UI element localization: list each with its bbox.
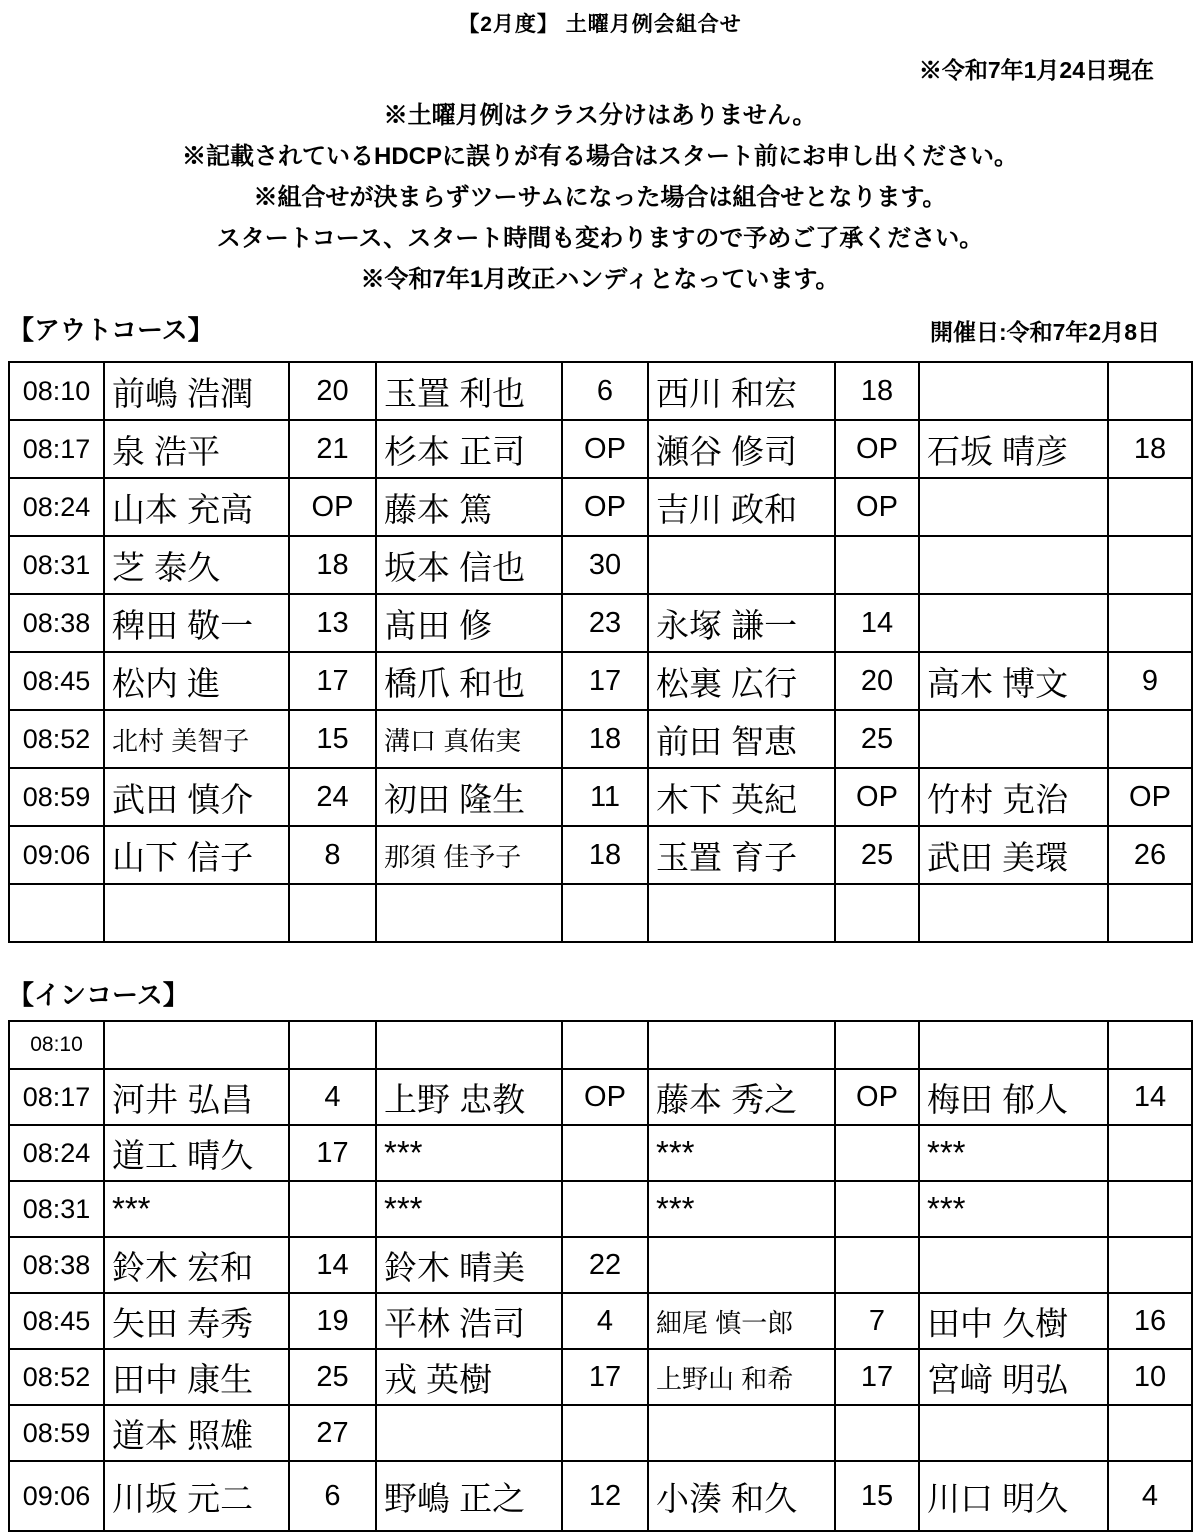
- hdcp-cell: 4: [1108, 1461, 1192, 1531]
- hdcp-cell: 17: [289, 1125, 376, 1181]
- pairing-row: [9, 652, 1192, 710]
- tee-time-cell: [9, 884, 104, 942]
- player-name-cell: [648, 1021, 835, 1069]
- tee-time-cell: 08:10: [9, 362, 104, 420]
- hdcp-cell: 4: [562, 1293, 648, 1349]
- player-name-cell: 西川 和宏: [648, 362, 835, 420]
- hdcp-cell: 14: [1108, 1069, 1192, 1125]
- hdcp-cell: 18: [562, 710, 648, 768]
- hdcp-cell: 18: [289, 536, 376, 594]
- pairing-row: [9, 362, 1192, 420]
- player-name-cell: ***: [376, 1181, 562, 1237]
- player-name-cell: 北村 美智子: [104, 710, 289, 768]
- player-name-cell: 竹村 克治: [919, 768, 1108, 826]
- hdcp-cell: 11: [562, 768, 648, 826]
- hdcp-cell: 13: [289, 594, 376, 652]
- hdcp-cell: [1108, 594, 1192, 652]
- player-name-cell: 松裏 広行: [648, 652, 835, 710]
- player-name-cell: ***: [919, 1125, 1108, 1181]
- player-name-cell: 橋爪 和也: [376, 652, 562, 710]
- player-name-cell: [648, 884, 835, 942]
- hdcp-cell: OP: [835, 420, 919, 478]
- player-name-cell: [919, 1021, 1108, 1069]
- player-name-cell: 溝口 真佑実: [376, 710, 562, 768]
- player-name-cell: [919, 884, 1108, 942]
- player-name-cell: 小湊 和久: [648, 1461, 835, 1531]
- tee-time-cell: 08:59: [9, 1405, 104, 1461]
- pairing-row: [9, 420, 1192, 478]
- hdcp-cell: [835, 1021, 919, 1069]
- hdcp-cell: 19: [289, 1293, 376, 1349]
- hdcp-cell: OP: [835, 768, 919, 826]
- hdcp-cell: 20: [835, 652, 919, 710]
- hdcp-cell: 25: [835, 710, 919, 768]
- player-name-cell: 鈴木 晴美: [376, 1237, 562, 1293]
- tee-time-cell: 08:45: [9, 1293, 104, 1349]
- player-name-cell: [919, 478, 1108, 536]
- hdcp-cell: 18: [562, 826, 648, 884]
- hdcp-cell: OP: [835, 478, 919, 536]
- hdcp-cell: OP: [562, 478, 648, 536]
- pairing-row: [9, 1461, 1192, 1531]
- hdcp-cell: [562, 1021, 648, 1069]
- hdcp-cell: 22: [562, 1237, 648, 1293]
- player-name-cell: 上野 忠教: [376, 1069, 562, 1125]
- hdcp-cell: 15: [835, 1461, 919, 1531]
- hdcp-cell: 12: [562, 1461, 648, 1531]
- player-name-cell: 瀬谷 修司: [648, 420, 835, 478]
- pairing-row: [9, 1293, 1192, 1349]
- tee-time-cell: 08:52: [9, 1349, 104, 1405]
- hdcp-cell: 17: [562, 652, 648, 710]
- pairing-row: [9, 1069, 1192, 1125]
- notice-line: ※組合せが決まらずツーサムになった場合は組合せとなります。: [253, 184, 947, 211]
- hdcp-cell: OP: [835, 1069, 919, 1125]
- tee-time-cell: 08:10: [9, 1021, 104, 1069]
- tee-time-cell: 08:31: [9, 1181, 104, 1237]
- hdcp-cell: [835, 1237, 919, 1293]
- notice-block: [0, 95, 1200, 300]
- pairing-row: [9, 1125, 1192, 1181]
- player-name-cell: ***: [919, 1181, 1108, 1237]
- player-name-cell: [104, 884, 289, 942]
- tee-time-cell: 08:38: [9, 594, 104, 652]
- player-name-cell: 高木 博文: [919, 652, 1108, 710]
- notice-line: ※土曜月例はクラス分けはありません。: [383, 102, 817, 129]
- hdcp-cell: [1108, 1125, 1192, 1181]
- pairing-row: [9, 536, 1192, 594]
- hdcp-cell: 30: [562, 536, 648, 594]
- pairing-row: [9, 478, 1192, 536]
- hdcp-cell: 25: [835, 826, 919, 884]
- out-course-table: [8, 361, 1193, 943]
- player-name-cell: 田中 久樹: [919, 1293, 1108, 1349]
- player-name-cell: 前嶋 浩潤: [104, 362, 289, 420]
- notice-line: スタートコース、スタート時間も変わりますので予めご了承ください。: [216, 225, 984, 252]
- hdcp-cell: 7: [835, 1293, 919, 1349]
- player-name-cell: [376, 1405, 562, 1461]
- notice-line: ※令和7年1月改正ハンディとなっています。: [360, 266, 840, 293]
- hdcp-cell: [562, 1125, 648, 1181]
- player-name-cell: 髙田 修: [376, 594, 562, 652]
- player-name-cell: 初田 隆生: [376, 768, 562, 826]
- hdcp-cell: 15: [289, 710, 376, 768]
- player-name-cell: [919, 1237, 1108, 1293]
- player-name-cell: 戎 英樹: [376, 1349, 562, 1405]
- player-name-cell: 山下 信子: [104, 826, 289, 884]
- hdcp-cell: [835, 884, 919, 942]
- player-name-cell: [919, 710, 1108, 768]
- tee-time-cell: 08:45: [9, 652, 104, 710]
- hdcp-cell: 17: [562, 1349, 648, 1405]
- player-name-cell: 吉川 政和: [648, 478, 835, 536]
- hdcp-cell: 25: [289, 1349, 376, 1405]
- pairing-row: [9, 594, 1192, 652]
- hdcp-cell: [289, 1021, 376, 1069]
- hdcp-cell: [1108, 362, 1192, 420]
- hdcp-cell: 16: [1108, 1293, 1192, 1349]
- in-course-table: [8, 1020, 1193, 1532]
- player-name-cell: 藤本 篤: [376, 478, 562, 536]
- player-name-cell: [919, 594, 1108, 652]
- hdcp-cell: 10: [1108, 1349, 1192, 1405]
- player-name-cell: 木下 英紀: [648, 768, 835, 826]
- tee-time-cell: 09:06: [9, 826, 104, 884]
- event-date: 開催日:令和7年2月8日: [929, 319, 1160, 345]
- tee-time-cell: 08:17: [9, 1069, 104, 1125]
- player-name-cell: 石坂 晴彦: [919, 420, 1108, 478]
- tee-time-cell: 09:06: [9, 1461, 104, 1531]
- hdcp-cell: [835, 536, 919, 594]
- player-name-cell: 矢田 寿秀: [104, 1293, 289, 1349]
- player-name-cell: 永塚 謙一: [648, 594, 835, 652]
- out-course-label: 【アウトコース】: [8, 315, 214, 345]
- player-name-cell: 梅田 郁人: [919, 1069, 1108, 1125]
- player-name-cell: [648, 536, 835, 594]
- player-name-cell: 那須 佳予子: [376, 826, 562, 884]
- hdcp-cell: 23: [562, 594, 648, 652]
- hdcp-cell: OP: [1108, 768, 1192, 826]
- hdcp-cell: [1108, 536, 1192, 594]
- hdcp-cell: [1108, 1181, 1192, 1237]
- hdcp-cell: [835, 1125, 919, 1181]
- player-name-cell: 杉本 正司: [376, 420, 562, 478]
- player-name-cell: 坂本 信也: [376, 536, 562, 594]
- player-name-cell: 道工 晴久: [104, 1125, 289, 1181]
- hdcp-cell: 17: [289, 652, 376, 710]
- hdcp-cell: OP: [562, 1069, 648, 1125]
- hdcp-cell: [289, 884, 376, 942]
- hdcp-cell: 24: [289, 768, 376, 826]
- tee-time-cell: 08:17: [9, 420, 104, 478]
- player-name-cell: 武田 慎介: [104, 768, 289, 826]
- hdcp-cell: [1108, 1405, 1192, 1461]
- hdcp-cell: [1108, 884, 1192, 942]
- pairing-row: [9, 768, 1192, 826]
- hdcp-cell: 18: [835, 362, 919, 420]
- out-course-header: [8, 310, 1160, 347]
- tee-time-cell: 08:52: [9, 710, 104, 768]
- hdcp-cell: OP: [562, 420, 648, 478]
- player-name-cell: [376, 884, 562, 942]
- pairing-row: [9, 884, 1192, 942]
- player-name-cell: [104, 1021, 289, 1069]
- player-name-cell: 川口 明久: [919, 1461, 1108, 1531]
- hdcp-cell: 17: [835, 1349, 919, 1405]
- player-name-cell: 武田 美環: [919, 826, 1108, 884]
- hdcp-cell: 8: [289, 826, 376, 884]
- player-name-cell: 野嶋 正之: [376, 1461, 562, 1531]
- hdcp-cell: 6: [562, 362, 648, 420]
- player-name-cell: ***: [648, 1125, 835, 1181]
- player-name-cell: ***: [648, 1181, 835, 1237]
- player-name-cell: [648, 1405, 835, 1461]
- hdcp-cell: 27: [289, 1405, 376, 1461]
- player-name-cell: 宮﨑 明弘: [919, 1349, 1108, 1405]
- hdcp-cell: [562, 1181, 648, 1237]
- player-name-cell: 玉置 利也: [376, 362, 562, 420]
- hdcp-cell: 26: [1108, 826, 1192, 884]
- hdcp-cell: [1108, 478, 1192, 536]
- in-course-label: 【インコース】: [8, 980, 189, 1010]
- hdcp-cell: 21: [289, 420, 376, 478]
- player-name-cell: 泉 浩平: [104, 420, 289, 478]
- player-name-cell: 細尾 慎一郎: [648, 1293, 835, 1349]
- pairing-row: [9, 710, 1192, 768]
- player-name-cell: 平林 浩司: [376, 1293, 562, 1349]
- hdcp-cell: [562, 884, 648, 942]
- hdcp-cell: [835, 1405, 919, 1461]
- pairing-row: [9, 1021, 1192, 1069]
- hdcp-cell: [562, 1405, 648, 1461]
- player-name-cell: [919, 536, 1108, 594]
- player-name-cell: 道本 照雄: [104, 1405, 289, 1461]
- player-name-cell: 山本 充高: [104, 478, 289, 536]
- hdcp-cell: [1108, 1021, 1192, 1069]
- pairing-row: [9, 1237, 1192, 1293]
- hdcp-cell: [835, 1181, 919, 1237]
- player-name-cell: [648, 1237, 835, 1293]
- player-name-cell: 鈴木 宏和: [104, 1237, 289, 1293]
- pairing-row: [9, 1181, 1192, 1237]
- hdcp-cell: [1108, 710, 1192, 768]
- hdcp-cell: 6: [289, 1461, 376, 1531]
- hdcp-cell: 14: [835, 594, 919, 652]
- player-name-cell: 松内 進: [104, 652, 289, 710]
- player-name-cell: ***: [104, 1181, 289, 1237]
- hdcp-cell: 20: [289, 362, 376, 420]
- tee-time-cell: 08:59: [9, 768, 104, 826]
- player-name-cell: 芝 泰久: [104, 536, 289, 594]
- hdcp-cell: 4: [289, 1069, 376, 1125]
- pairing-row: [9, 826, 1192, 884]
- notice-line: ※記載されているHDCPに誤りが有る場合はスタート前にお申し出ください。: [181, 143, 1018, 170]
- hdcp-cell: [1108, 1237, 1192, 1293]
- hdcp-cell: 9: [1108, 652, 1192, 710]
- pairing-row: [9, 1405, 1192, 1461]
- hdcp-cell: 18: [1108, 420, 1192, 478]
- player-name-cell: 上野山 和希: [648, 1349, 835, 1405]
- player-name-cell: [376, 1021, 562, 1069]
- player-name-cell: 藤本 秀之: [648, 1069, 835, 1125]
- player-name-cell: 田中 康生: [104, 1349, 289, 1405]
- hdcp-cell: OP: [289, 478, 376, 536]
- tee-time-cell: 08:24: [9, 1125, 104, 1181]
- player-name-cell: 川坂 元二: [104, 1461, 289, 1531]
- player-name-cell: [919, 362, 1108, 420]
- tee-time-cell: 08:31: [9, 536, 104, 594]
- tee-time-cell: 08:24: [9, 478, 104, 536]
- tee-time-cell: 08:38: [9, 1237, 104, 1293]
- hdcp-cell: 14: [289, 1237, 376, 1293]
- player-name-cell: 玉置 育子: [648, 826, 835, 884]
- hdcp-cell: [289, 1181, 376, 1237]
- player-name-cell: 前田 智恵: [648, 710, 835, 768]
- player-name-cell: [919, 1405, 1108, 1461]
- page-title: 【2月度】 土曜月例会組合せ: [458, 13, 742, 36]
- pairing-row: [9, 1349, 1192, 1405]
- player-name-cell: ***: [376, 1125, 562, 1181]
- player-name-cell: 河井 弘昌: [104, 1069, 289, 1125]
- player-name-cell: 稗田 敬一: [104, 594, 289, 652]
- as-of-date-note: ※令和7年1月24日現在: [918, 57, 1154, 83]
